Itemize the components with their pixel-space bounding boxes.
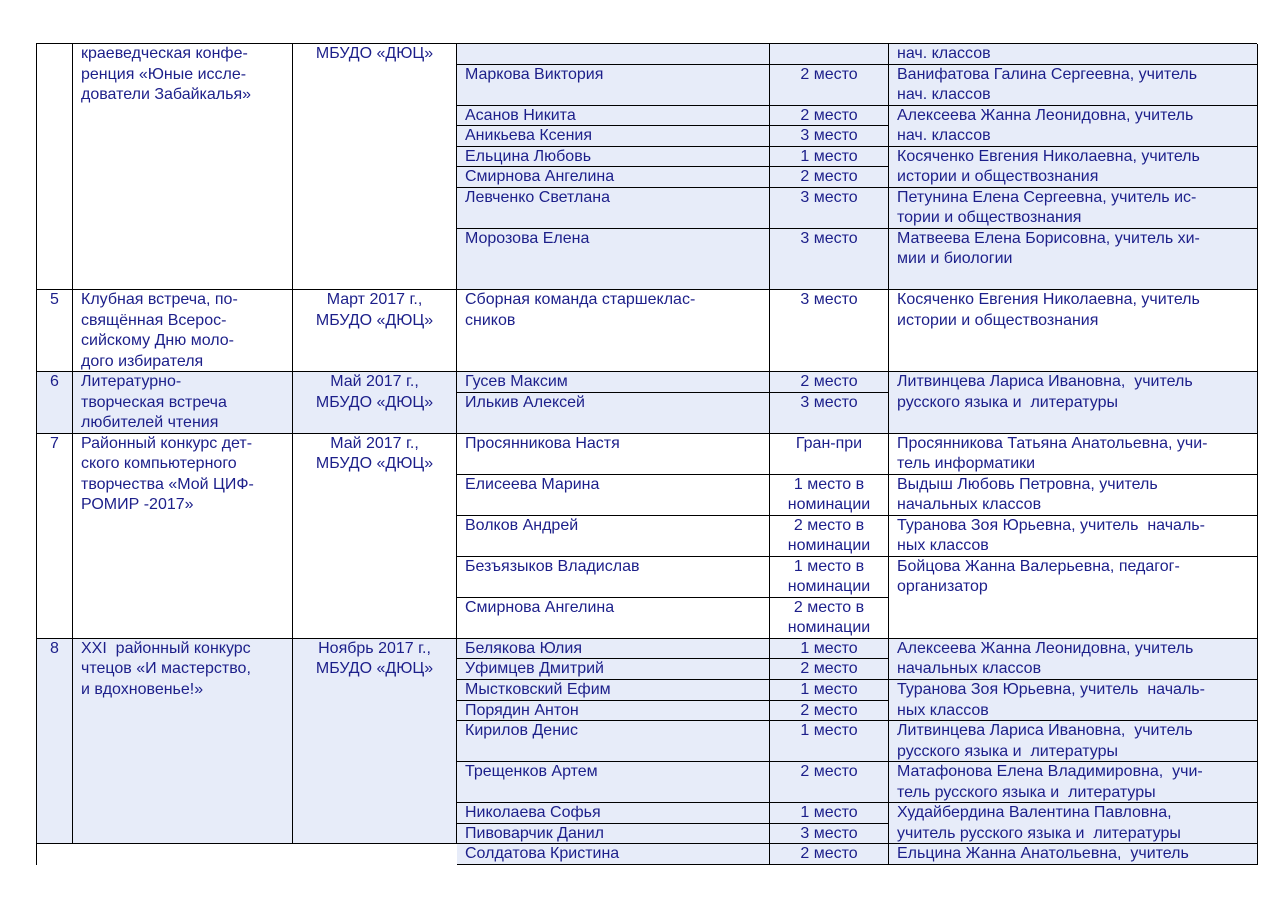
participant-place: 2 место: [770, 167, 889, 188]
teacher-name: Матвеева Елена Борисовна, учитель хи- мии и биологии: [889, 229, 1258, 291]
participant-name: Елисеева Марина: [457, 475, 770, 516]
participant-name: Николаева Софья: [457, 803, 770, 824]
section-number: 6: [37, 372, 73, 434]
participant-place: 2 место: [770, 844, 889, 865]
section-number: 8: [37, 639, 73, 844]
participant-place: 1 место: [770, 721, 889, 762]
awards-table: [36, 43, 1257, 865]
participant-name: Порядин Антон: [457, 701, 770, 722]
participant-name: Мыстковский Ефим: [457, 680, 770, 701]
participant-place: 2 место: [770, 659, 889, 680]
participant-name: Пивоварчик Данил: [457, 824, 770, 845]
teacher-name: Петунина Елена Сергеевна, учитель ис- тории и обществознания: [889, 188, 1258, 229]
participant-place: 1 место в номинации: [770, 475, 889, 516]
teacher-name: Косяченко Евгения Николаевна, учитель истории и обществознания: [889, 147, 1258, 188]
section-number: 7: [37, 434, 73, 639]
participant-place: 3 место: [770, 229, 889, 291]
event-name: XXI районный конкурс чтецов «И мастерство, и вдохновенье!»: [73, 639, 293, 844]
participant-name: [457, 44, 770, 65]
participant-place: 1 место: [770, 147, 889, 168]
participant-name: Безъязыков Владислав: [457, 557, 770, 598]
event-name: Клубная встреча, по- свящённая Всерос- сийскому Дню моло- дого избирателя: [73, 290, 293, 372]
participant-name: Смирнова Ангелина: [457, 167, 770, 188]
teacher-name: Туранова Зоя Юрьевна, учитель началь- ных классов: [889, 680, 1258, 721]
event-date: МБУДО «ДЮЦ»: [293, 44, 457, 290]
event-date: Май 2017 г., МБУДО «ДЮЦ»: [293, 434, 457, 639]
participant-name: Сборная команда старшеклас- сников: [457, 290, 770, 372]
event-name: краеведческая конфе- ренция «Юные иссле- дователи Забайкалья»: [73, 44, 293, 290]
participant-place: 3 место: [770, 126, 889, 147]
participant-name: Ельцина Любовь: [457, 147, 770, 168]
teacher-name: Алексеева Жанна Леонидовна, учитель нач. классов: [889, 106, 1258, 147]
teacher-name: Косяченко Евгения Николаевна, учитель истории и обществознания: [889, 290, 1258, 372]
teacher-name: Выдыш Любовь Петровна, учитель начальных классов: [889, 475, 1258, 516]
participant-name: Белякова Юлия: [457, 639, 770, 660]
participant-place: 1 место: [770, 680, 889, 701]
participant-place: 3 место: [770, 188, 889, 229]
participant-name: Гусев Максим: [457, 372, 770, 393]
participant-name: Морозова Елена: [457, 229, 770, 291]
participant-place: 1 место в номинации: [770, 557, 889, 598]
participant-name: Аникьева Ксения: [457, 126, 770, 147]
participant-place: 2 место: [770, 65, 889, 106]
event-name: Литературно- творческая встреча любителей чтения: [73, 372, 293, 434]
event-name: Районный конкурс дет- ского компьютерного творчества «Мой ЦИФ- РОМИР -2017»: [73, 434, 293, 639]
participant-place: 3 место: [770, 824, 889, 845]
participant-place: 2 место: [770, 372, 889, 393]
participant-name: Просянникова Настя: [457, 434, 770, 475]
teacher-name: Худайбердина Валентина Павловна, учитель русского языка и литературы: [889, 803, 1258, 844]
participant-name: Уфимцев Дмитрий: [457, 659, 770, 680]
participant-place: Гран-при: [770, 434, 889, 475]
event-date: Май 2017 г., МБУДО «ДЮЦ»: [293, 372, 457, 434]
participant-name: Смирнова Ангелина: [457, 598, 770, 639]
participant-place: 2 место в номинации: [770, 598, 889, 639]
participant-place: 2 место: [770, 106, 889, 127]
teacher-name: Ванифатова Галина Сергеевна, учитель нач. классов: [889, 65, 1258, 106]
participant-place: 2 место в номинации: [770, 516, 889, 557]
participant-name: Волков Андрей: [457, 516, 770, 557]
teacher-name: Просянникова Татьяна Анатольевна, учи- тель информатики: [889, 434, 1258, 475]
participant-place: [770, 44, 889, 65]
participant-name: Кирилов Денис: [457, 721, 770, 762]
participant-place: 1 место: [770, 639, 889, 660]
participant-place: 3 место: [770, 290, 889, 372]
participant-name: Трещенков Артем: [457, 762, 770, 803]
teacher-name: нач. классов: [889, 44, 1258, 65]
teacher-name: Алексеева Жанна Леонидовна, учитель начальных классов: [889, 639, 1258, 680]
participant-name: Илькив Алексей: [457, 393, 770, 434]
teacher-name: Литвинцева Лариса Ивановна, учитель русского языка и литературы: [889, 372, 1258, 434]
participant-place: 1 место: [770, 803, 889, 824]
teacher-name: Матафонова Елена Владимировна, учи- тель русского языка и литературы: [889, 762, 1258, 803]
participant-place: 2 место: [770, 762, 889, 803]
teacher-name: Ельцина Жанна Анатольевна, учитель: [889, 844, 1258, 865]
participant-name: Левченко Светлана: [457, 188, 770, 229]
participant-name: Маркова Виктория: [457, 65, 770, 106]
event-date: Март 2017 г., МБУДО «ДЮЦ»: [293, 290, 457, 372]
teacher-name: Литвинцева Лариса Ивановна, учитель русского языка и литературы: [889, 721, 1258, 762]
participant-place: 3 место: [770, 393, 889, 434]
teacher-name: Бойцова Жанна Валерьевна, педагог- организатор: [889, 557, 1258, 639]
participant-name: Асанов Никита: [457, 106, 770, 127]
section-number: 5: [37, 290, 73, 372]
participant-place: 2 место: [770, 701, 889, 722]
teacher-name: Туранова Зоя Юрьевна, учитель началь- ных классов: [889, 516, 1258, 557]
event-date: Ноябрь 2017 г., МБУДО «ДЮЦ»: [293, 639, 457, 844]
section-number: [37, 44, 73, 290]
participant-name: Солдатова Кристина: [457, 844, 770, 865]
